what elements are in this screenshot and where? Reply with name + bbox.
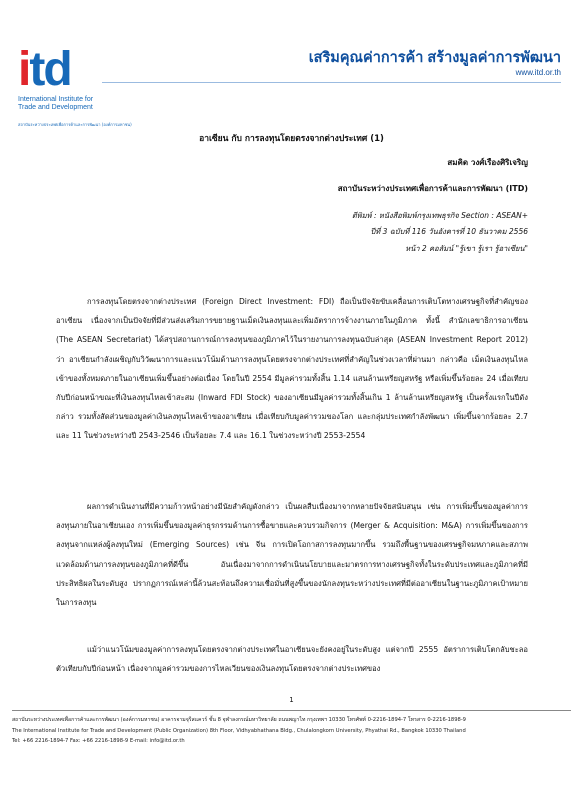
header-divider [102, 82, 561, 83]
footer-line-contact: Tel: +66 2216-1894-7 Fax: +66 2216-1898-9 E-mail: info@itd.or.th [12, 738, 185, 744]
publication-info-line: หน้า 2 คอลัมน์ "รู้เขา รู้เรา รู้อาเซียน" [405, 244, 528, 253]
body-paragraph: การลงทุนโดยตรงจากต่างประเทศ (Foreign Direct Investment: FDI) ถือเป็นปัจจัยขับเคลื่อนการเติบโตทางเศรษฐกิจที่สำคัญของอาเซียน เนื่องจากเป็นปัจจัยที่มีส่วนส่งเสริมการขยายฐานเม็ดเงินลงทุนและเพิ่มอัตราการจ้างงานภายในภูมิภาค ทั้งนี้ สำนักเลขาธิการอาเซียน (The ASEAN Secretariat) ได้สรุปสถานการณ์การลงทุนของภูมิภาคไว้ในรายงานการลงทุนฉบับล่าสุด (ASEAN Investment Report 2012) ว่า อาเซียนกำลังเผชิญกับวิวัฒนาการและแนวโน้มด้านการลงทุนโดยตรงจากต่างประเทศที่สำคัญในช่วงเวลาที่ผ่านมา กล่าวคือ เม็ดเงินลงทุนไหลเข้าของทั้งหมดภายในอาเซียนเพิ่มขึ้นอย่างต่อเนื่อง โดยในปี 2554 มีมูลค่ารวมทั้งสิ้น 1.14 แสนล้านเหรียญสหรัฐ หรือเพิ่มขึ้นร้อยละ 24 เมื่อเทียบกับปีก่อนหน้าขณะที่เงินลงทุนไหลเข้าสะสม (Inward FDI Stock) ของอาเซียนมีมูลค่ารวมทั้งสิ้นเกิน 1 ล้านล้านเหรียญสหรัฐ เป็นครั้งแรกในปีดังกล่าว รวมทั้งสัดส่วนของมูลค่าเงินลงทุนไหลเข้าของอาเซียน เมื่อเทียบกับมูลค่ารวมของโลก และกลุ่มประเทศกำลังพัฒนา เพิ่มขึ้นจากร้อยละ 2.7 และ 11 ในช่วงระหว่างปี 2543-2546 เป็นร้อยละ 7.4 และ 16.1 ในช่วงระหว่างปี 2553-2554 [56, 297, 528, 441]
itd-logo [18, 43, 132, 127]
footer-address [12, 715, 574, 747]
article-organization: สถาบันระหว่างประเทศเพื่อการค้าและการพัฒนา (ITD) [337, 184, 528, 193]
footer-line-english: The International Institute for Trade and Development (Public Organization) 8th Floor, Vidhyabhathana Bldg., Chulalongkorn University, Phyathai Rd., Bangkok 10330 Thailand [12, 727, 466, 734]
header-slogan: เสริมคุณค่าการค้า สร้างมูลค่าการพัฒนา [308, 50, 561, 66]
body-paragraph: แม้ว่าแนวโน้มของมูลค่าการลงทุนโดยตรงจากต่างประเทศในอาเซียนจะยังคงอยู่ในระดับสูง แต่จากปี 2555 อัตราการเติบโตกลับชะลอตัวเทียบกับปีก่อนหน้า เนื่องจากมูลค่ารวมของการไหลเวียนของเงินลงทุนโดยตรงจากต่างประเทศของ [56, 645, 528, 674]
page-number: 1 [289, 696, 294, 704]
article-title: อาเซียน กับ การลงทุนโดยตรงจากต่างประเทศ (1) [199, 134, 384, 144]
article-author: สมคิด วงศ์เรืองศิริเจริญ [447, 158, 528, 167]
body-paragraph: ผลการดำเนินงานที่มีความก้าวหน้าอย่างมีนัยสำคัญดังกล่าว เป็นผลสืบเนื่องมาจากหลายปัจจัยสนับสนุน เช่น การเพิ่มขึ้นของมูลค่าการลงทุนภายในอาเซียนเอง การเพิ่มขึ้นของมูลค่าธุรกรรมด้านการซื้อขายและควบรวมกิจการ (Merger & Acquisition: M&A) การเพิ่มขึ้นของการลงทุนจากแหล่งผู้ลงทุนใหม่ (Emerging Sources) เช่น จีน การเปิดโอกาสการลงทุนมากขึ้น รวมถึงพื้นฐานของเศรษฐกิจมหภาคและสภาพแวดล้อมด้านการลงทุนของภูมิภาคที่ดีขึ้น อันเนื่องมาจากการดำเนินนโยบายและมาตรการทางเศรษฐกิจทั้งในระดับประเทศและภูมิภาคที่มีประสิทธิผลในระดับสูง ปรากฏการณ์เหล่านี้ล้วนสะท้อนถึงความเชื่อมั่นที่สูงขึ้นของนักลงทุนระหว่างประเทศที่มีต่ออาเซียนในฐานะภูมิภาคเป้าหมายในการลงทุน [56, 502, 528, 608]
footer-line-thai: สถาบันระหว่างประเทศเพื่อการค้าและการพัฒนา (องค์การมหาชน) อาคารจามจุรีสแควร์ ชั้น 8 จุฬาลงกรณ์มหาวิทยาลัย ถนนพญาไท กรุงเทพฯ 10330 โทรศัพท์ 0-2216-1894-7 โทรสาร 0-2216-1898-9 [12, 717, 466, 723]
footer-divider [12, 710, 571, 711]
header-website: www.itd.or.th [515, 68, 561, 77]
publication-info-line: ปีที่ 3 ฉบับที่ 116 วันอังคารที่ 10 ธันวาคม 2556 [370, 227, 528, 236]
publication-info-line: ตีพิมพ์ : หนังสือพิมพ์กรุงเทพธุรกิจ Section : ASEAN+ [351, 211, 528, 220]
logo-subtitle: International Institute for Trade and Development [18, 96, 94, 111]
logo-wordmark: itd [18, 43, 71, 96]
logo-subtitle-thai: สถาบันระหว่างประเทศเพื่อการค้าและการพัฒนา (องค์การมหาชน) [18, 122, 132, 127]
